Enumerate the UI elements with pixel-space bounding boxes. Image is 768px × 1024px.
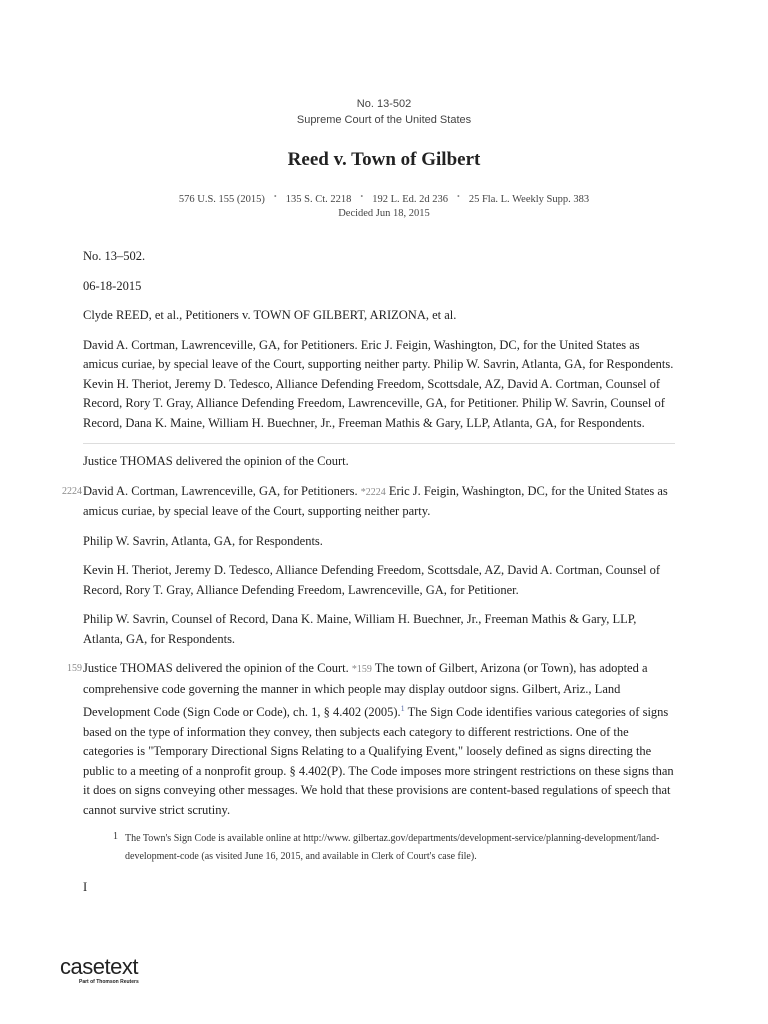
court-name: Supreme Court of the United States xyxy=(296,114,472,126)
citation-led[interactable]: 192 L. Ed. 2d 236 xyxy=(372,194,449,205)
citation-separator: • xyxy=(360,192,364,201)
docket-line: No. 13–502. xyxy=(83,249,146,263)
citations xyxy=(0,190,768,207)
citation-us[interactable]: 576 U.S. 155 (2015) xyxy=(178,194,265,205)
citation-sct[interactable]: 135 S. Ct. 2218 xyxy=(285,194,352,205)
logo-wordmark: casetext xyxy=(60,954,138,979)
divider xyxy=(83,443,675,444)
paragraph-2224 xyxy=(62,482,675,522)
opinion-intro: Justice THOMAS delivered the opinion of the Court. xyxy=(83,454,349,468)
citation-separator: • xyxy=(273,192,277,201)
footnote-number: 1 xyxy=(113,831,118,843)
star-page-marker: *2224 xyxy=(360,486,386,498)
opinion-body xyxy=(62,247,675,908)
paragraph-text: Eric J. Feigin, Washington, DC, for the United States as amicus curiae, by special leave of the Court, supporting neither party. xyxy=(83,483,668,518)
footnote-text: The Town's Sign Code is available online at http://www. gilbertaz.gov/departments/development-service/planning-development/land-development-code (as visited June 16, 2015, and available in Clerk of Court's case file). xyxy=(125,833,660,863)
margin-page-number: 2224 xyxy=(62,485,82,497)
section-heading: I xyxy=(83,880,88,895)
decided-date: Decided Jun 18, 2015 xyxy=(338,208,430,219)
date-line: 06-18-2015 xyxy=(83,278,142,293)
citation-separator: • xyxy=(457,192,460,201)
logo-tagline: Part of Thomson Reuters xyxy=(79,979,139,985)
paragraph-159 xyxy=(67,659,675,820)
counsel-savrin: Philip W. Savrin, Atlanta, GA, for Respondents. xyxy=(83,533,323,548)
paragraph-text: David A. Cortman, Lawrenceville, GA, for Petitioners. xyxy=(83,483,358,498)
parties-line: Clyde REED, et al., Petitioners v. TOWN OF GILBERT, ARIZONA, et al. xyxy=(83,308,457,322)
footnote xyxy=(113,830,675,866)
paragraph-text: The town of Gilbert, Arizona (or Town), has adopted a comprehensive code governing the manner in which people may display outdoor signs. Gilbert, Ariz., Land Development Code (Sign Code or Code), ch. 1, § 4.402 (2005). xyxy=(83,661,648,720)
case-header xyxy=(0,96,768,221)
paragraph-text: Justice THOMAS delivered the opinion of the Court. xyxy=(83,661,349,675)
star-page-marker: *159 xyxy=(351,664,372,675)
counsel-theriot: Kevin H. Theriot, Jeremy D. Tedesco, Alliance Defending Freedom, Scottsdale, AZ, David A. Cortman, Counsel of Record, Rory T. Gray, Alliance Defending Freedom, Lawrenceville, GA, for Petitioner. xyxy=(83,563,661,597)
citation-fla[interactable]: 25 Fla. L. Weekly Supp. 383 xyxy=(468,194,590,205)
counsel-savrin-record: Philip W. Savrin, Counsel of Record, Dana K. Maine, William H. Buechner, Jr., Freeman Mathis & Gary, LLP, Atlanta, GA, for Respondents. xyxy=(83,612,637,646)
casetext-logo[interactable] xyxy=(60,956,139,985)
paragraph-text: The Sign Code identifies various categories of signs based on the type of information they convey, then subjects each category to different restrictions. One of the categories is "Temporary Directional Signs Relating to a Qualifying Event," loosely defined as signs directing the public to a meeting of a nonprofit group. § 4.402(P). The Code imposes more stringent restrictions on these signs than it does on signs conveying other messages. We hold that these provisions are content-based regulations of speech that cannot survive strict scrutiny. xyxy=(83,705,674,817)
footnote-reference[interactable]: 1 xyxy=(400,704,405,713)
case-title: Reed v. Town of Gilbert xyxy=(287,149,481,170)
margin-page-number: 159 xyxy=(67,663,82,674)
counsel-paragraph: David A. Cortman, Lawrenceville, GA, for Petitioners. Eric J. Feigin, Washington, DC, for the United States as amicus curiae, by special leave of the Court, supporting neither party. Philip W. Savrin, Atlanta, GA, for Respondents. Kevin H. Theriot, Jeremy D. Tedesco, Alliance Defending Freedom, Scottsdale, AZ, David A. Cortman, Counsel of Record, Rory T. Gray, Alliance Defending Freedom, Lawrenceville, GA, for Petitioner. Philip W. Savrin, Counsel of Record, Dana K. Maine, William H. Buechner, Jr., Freeman Mathis & Gary, LLP, Atlanta, GA, for Respondents. xyxy=(83,337,674,430)
docket-number: No. 13-502 xyxy=(356,98,412,110)
